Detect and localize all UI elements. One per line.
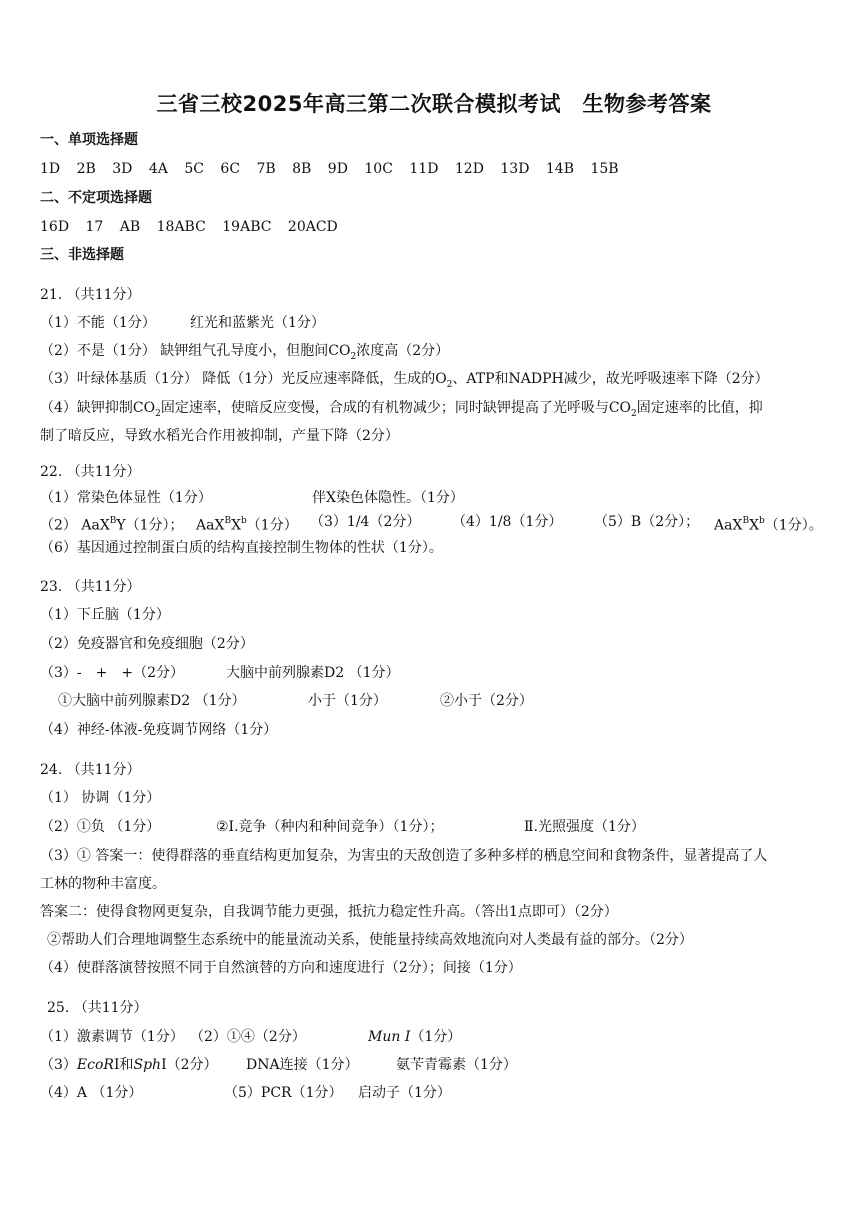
answer-item: 6C [220,161,241,177]
subscript: 2 [155,408,161,419]
q25-line-2 [40,1056,840,1074]
subscript: 2 [350,351,357,362]
subscript: 2 [446,379,453,390]
enzyme-name: Mun Ⅰ [368,1029,411,1045]
q22-part1-b: 伴X染色体隐性。（1分） [312,490,464,506]
q25-part5-b: 启动子（1分） [358,1085,451,1101]
text: AaX [196,517,225,534]
q23-line-4 [58,692,838,710]
text: AaX [714,517,743,534]
q22-heading: 22. （共11分） [40,464,141,480]
section-heading-non-choice: 三、非选择题 [40,247,124,263]
answer-item: 12D [454,161,484,177]
q22-line-2 [40,513,850,534]
q23-part3-a: （3）- + +（2分） [40,665,185,681]
q24-part2-b: ②Ⅰ.竞争（种内和种间竞争）（1分）； [216,819,444,835]
q23-sub2: ②小于（2分） [440,693,533,709]
answer-item: 18ABC [156,219,206,235]
q24-line-5: 答案二：使得食物网更复杂，自我调节能力更强，抵抗力稳定性升高。（答出1点即可）（2分） [40,904,618,920]
text: （1分） [410,1029,462,1045]
superscript: b [241,516,247,526]
answer-item: 11D [409,161,439,177]
q22-part1-a: （1）常染色体显性（1分） [40,490,212,506]
text: （1分）。 [764,517,823,534]
q25-part5: （5）PCR（1分） [224,1085,343,1101]
q21-line-1 [40,314,840,332]
q25-part2-b [368,1028,461,1046]
section-heading-multi-choice: 二、不定项选择题 [40,190,152,206]
q22-line-3: （6）基因通过控制蛋白质的结构直接控制生物体的性状（1分）。 [40,540,443,556]
q24-line-4: 工林的物种丰富度。 [40,876,166,892]
q25-part3-b: DNA连接（1分） [246,1057,359,1073]
q21-part1-answer-b: 红光和蓝紫光（1分） [190,315,325,331]
answer-item: 10C [364,161,393,177]
q22-line-1 [40,489,840,507]
q24-line-1: （1） 协调（1分） [40,790,161,806]
q24-line-6: ②帮助人们合理地调整生态系统中的能量流动关系，使能量持续高效地流向对人类最有益的部分。（2分） [47,932,693,948]
page-title: 三省三校2025年高三第二次联合模拟考试 生物参考答案 [156,92,712,116]
answer-item: 19ABC [222,219,272,235]
q24-line-7: （4）使群落演替按照不同于自然演替的方向和速度进行（2分）；间接（1分） [40,960,522,976]
answer-item: 4A [148,161,168,177]
q21-line-5: 制了暗反应，导致水稻光合作用被抑制，产量下降（2分） [40,428,399,444]
text: X [231,517,242,534]
superscript: b [759,516,765,526]
q25-part3 [40,1056,218,1074]
q21-part3-c: 、ATP和NADPH减少，故光呼吸速率下降（2分） [452,371,769,387]
q21-part2-a: （2）不是（1分） [40,343,156,359]
superscript: B [109,516,117,526]
q21-part4-b: 固定速率，使暗反应变慢，合成的有机物减少；同时缺钾提高了光呼吸与CO [160,400,632,416]
q25-part3-c: 氨苄青霉素（1分） [396,1057,517,1073]
q23-line-2: （2）免疫器官和免疫细胞（2分） [40,636,254,652]
q21-part3-b: 降低（1分）光反应速率降低，生成的O [202,371,447,387]
answer-item: 16D [40,219,70,235]
q22-part3: （3）1/4（2分） [310,514,421,530]
text: Ⅰ（2分） [161,1057,218,1073]
text: X [749,517,760,534]
answer-item: 14B [545,161,574,177]
q22-part4: （4）1/8（1分） [452,514,563,530]
answer-item: 13D [500,161,530,177]
q23-part3-b: 大脑中前列腺素D2 （1分） [226,665,400,681]
text: （3） [40,1057,77,1073]
answer-item: 17 AB [85,219,141,235]
text: Y（1分）； [116,517,184,534]
q25-line-3 [40,1084,840,1102]
answer-item: 8B [292,161,312,177]
q21-part3-a: （3）叶绿体基质（1分） [40,371,198,387]
answer-item: 3D [112,161,133,177]
q21-line-2 [40,342,449,366]
q25-part2: （2）①④（2分） [190,1029,306,1045]
q22-part5: （5）B（2分）； [594,514,700,530]
multi-choice-answers [40,218,338,236]
q23-sub1: ①大脑中前列腺素D2 （1分） [58,693,246,709]
q23-line-5: （4）神经-体液-免疫调节网络（1分） [40,722,278,738]
superscript: B [742,516,750,526]
q21-line-3 [40,370,769,394]
q21-line-4 [40,399,763,423]
answer-item: 15B [590,161,619,177]
q25-part4: （4）A （1分） [40,1085,143,1101]
q24-heading: 24. （共11分） [40,762,141,778]
q21-part2-c: 浓度高（2分） [356,343,450,359]
q21-heading: 21. （共11分） [40,287,141,303]
enzyme-name: Sph [133,1057,162,1073]
section-heading-single-choice: 一、单项选择题 [40,132,138,148]
q25-heading: 25. （共11分） [47,1000,148,1016]
q24-line-3: （3）① 答案一：使得群落的垂直结构更加复杂，为害虫的天敌创造了多种多样的栖息空间和食物条件，显著提高了人 [40,848,768,864]
q24-part2-a: （2）①负 （1分） [40,819,161,835]
q22-part5-b [714,513,823,535]
superscript: B [224,516,232,526]
q22-part2-a [40,513,184,535]
answer-item: 9D [327,161,348,177]
q24-part2-c: Ⅱ.光照强度（1分） [524,819,645,835]
text: Ⅰ和 [113,1057,134,1073]
answer-item: 20ACD [287,219,338,235]
answer-item: 2B [76,161,96,177]
q21-part4-a: （4）缺钾抑制CO [40,400,156,416]
q25-part1: （1）激素调节（1分） [40,1029,184,1045]
q22-part2-b [196,513,298,535]
q21-part2-b: 缺钾组气孔导度小，但胞间CO [160,343,351,359]
q23-line-1: （1）下丘脑（1分） [40,607,170,623]
answer-item: 1D [40,161,61,177]
enzyme-name: EcoR [76,1057,114,1073]
q21-part4-c: 固定速率的比值，抑 [636,400,763,416]
q23-line-3 [40,664,840,682]
text: （2） AaX [40,517,110,534]
q21-part1-answer: （1）不能（1分） [40,315,156,331]
q24-line-2 [40,818,840,836]
text: （1分） [246,517,298,534]
q23-sub1-b: 小于（1分） [308,693,387,709]
subscript: 2 [631,408,637,419]
answer-item: 5C [184,161,204,177]
single-choice-answers [40,160,619,178]
q23-heading: 23. （共11分） [40,579,141,595]
q25-line-1 [40,1028,840,1046]
answer-item: 7B [256,161,276,177]
